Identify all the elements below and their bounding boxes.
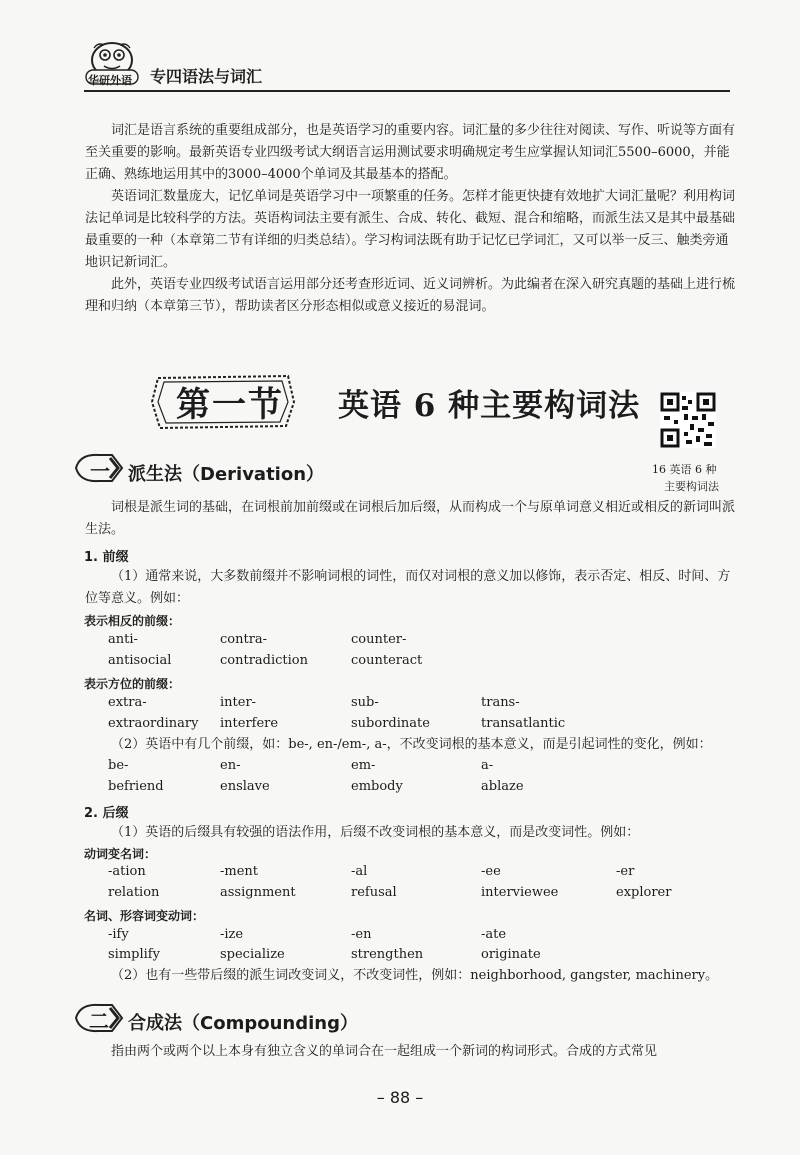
affix: -ation [108, 864, 146, 879]
suffix-note-2: （2）也有一些带后缀的派生词改变词义，不改变词性，例如：neighborhood, gangster, machinery。 [111, 968, 719, 983]
v2n-word-row [108, 885, 748, 905]
opposite-affix-row [108, 632, 728, 652]
example-word: ablaze [481, 779, 524, 794]
example-word: embody [351, 779, 403, 794]
affix: a- [481, 758, 494, 773]
example-word: enslave [220, 779, 270, 794]
header-divider [84, 90, 730, 92]
direction-word-row [108, 716, 728, 736]
affix: sub- [351, 695, 379, 710]
label-verb-to-noun: 动词变名词： [84, 847, 157, 861]
affix: contra- [220, 632, 268, 647]
prefix-note-2: （2）英语中有几个前缀，如：be-, en-/em-, a-，不改变词根的基本意义，而是引起词性的变化，例如： [111, 737, 712, 752]
header-title: 专四语法与词汇 [150, 67, 263, 86]
example-word: assignment [220, 885, 296, 900]
affix: em- [351, 758, 376, 773]
suffix-note-1: （1）英语的后缀具有较强的语法作用，后缀不改变词根的基本意义，而是改变词性。例如： [111, 825, 640, 840]
affix: -al [351, 864, 368, 879]
affix: -en [351, 927, 372, 942]
example-word: interfere [220, 716, 279, 731]
part1-badge: 一 [90, 459, 110, 483]
section-title: 英语 6 种主要构词法 [338, 388, 641, 424]
example-word: transatlantic [481, 716, 566, 731]
side-note-line2: 主要构词法 [664, 480, 719, 493]
opposite-word-row [108, 653, 728, 673]
affix: -ate [481, 927, 507, 942]
part1-heading: 派生法（Derivation） [128, 464, 325, 485]
label-noun-adj-to-verb: 名词、形容词变动词： [84, 909, 205, 923]
prefix-note-1: （1）通常来说，大多数前缀并不影响词根的词性，而仅对词根的意义加以修饰，表示否定、相反、时间、方位等意义。例如： [85, 569, 731, 606]
example-word: counteract [351, 653, 423, 668]
n2v-affix-row [108, 927, 728, 947]
side-note-line1: 16 英语 6 种 [652, 463, 717, 476]
example-word: refusal [351, 885, 397, 900]
intro-paragraph-2: 英语词汇数量庞大，记忆单词是英语学习中一项繁重的任务。怎样才能更快捷有效地扩大词汇量呢？利用构词法记单词是比较科学的方法。英语构词法主要有派生、合成、转化、截短、混合和缩略，而派生法又是其中最基础最重要的一种（本章第二节有详细的归类总结）。学习构词法既有助于记忆已学词汇，又可以举一反三、触类旁通地识记新词汇。 [85, 189, 736, 270]
direction-affix-row [108, 695, 728, 715]
affix: -ee [481, 864, 501, 879]
example-word: simplify [108, 947, 160, 962]
v2n-affix-row [108, 864, 748, 884]
example-word: explorer [616, 885, 672, 900]
section-badge: 第一节 [176, 385, 284, 425]
affix: -er [616, 864, 635, 879]
intro-paragraph-3: 此外，英语专业四级考试语言运用部分还考查形近词、近义词辨析。为此编者在深入研究真题的基础上进行梳理和归纳（本章第三节），帮助读者区分形态相似或意义接近的易混词。 [85, 277, 736, 314]
affix: anti- [108, 632, 138, 647]
part2-heading: 合成法（Compounding） [128, 1013, 358, 1034]
label-opposite-prefix: 表示相反的前缀： [84, 614, 181, 628]
intro-paragraph-1: 词汇是语言系统的重要组成部分，也是英语学习的重要内容。词汇量的多少往往对阅读、写作、听说等方面有至关重要的影响。最新英语专业四级考试大纲语言运用测试要求明确规定考生应掌握认知词汇5500–6000，并能正确、熟练地运用其中的3000–4000个单词及其最基本的搭配。 [85, 123, 736, 182]
part2-badge: 二 [89, 1009, 109, 1033]
affix: en- [220, 758, 241, 773]
logo-text: 华研外语 [88, 74, 132, 87]
example-word: strengthen [351, 947, 424, 962]
example-word: subordinate [351, 716, 430, 731]
example-word: contradiction [220, 653, 309, 668]
affix: -ize [220, 927, 244, 942]
example-word: originate [481, 947, 541, 962]
affix: -ment [220, 864, 259, 879]
n2v-word-row [108, 947, 728, 967]
qr-code-icon[interactable] [660, 392, 716, 448]
affix: trans- [481, 695, 520, 710]
derivation-description: 词根是派生词的基础，在词根前加前缀或在词根后加后缀，从而构成一个与原单词意义相近或相反的新词叫派生法。 [85, 500, 736, 537]
example-word: interviewee [481, 885, 559, 900]
example-word: befriend [108, 779, 164, 794]
example-word: specialize [220, 947, 285, 962]
compounding-description: 指由两个或两个以上本身有独立含义的单词合在一起组成一个新词的构词形式。合成的方式常见 [111, 1044, 658, 1059]
affix: be- [108, 758, 129, 773]
example-word: antisocial [108, 653, 172, 668]
affix: counter- [351, 632, 407, 647]
affix: -ify [108, 927, 129, 942]
change-word-row [108, 779, 728, 799]
page-number: – 88 – [376, 1088, 424, 1107]
change-affix-row [108, 758, 728, 778]
affix: extra- [108, 695, 147, 710]
label-direction-prefix: 表示方位的前缀： [84, 677, 181, 691]
affix: inter- [220, 695, 257, 710]
prefix-title: 1. 前缀 [84, 550, 129, 565]
example-word: extraordinary [108, 716, 199, 731]
suffix-title: 2. 后缀 [84, 806, 129, 821]
example-word: relation [108, 885, 160, 900]
